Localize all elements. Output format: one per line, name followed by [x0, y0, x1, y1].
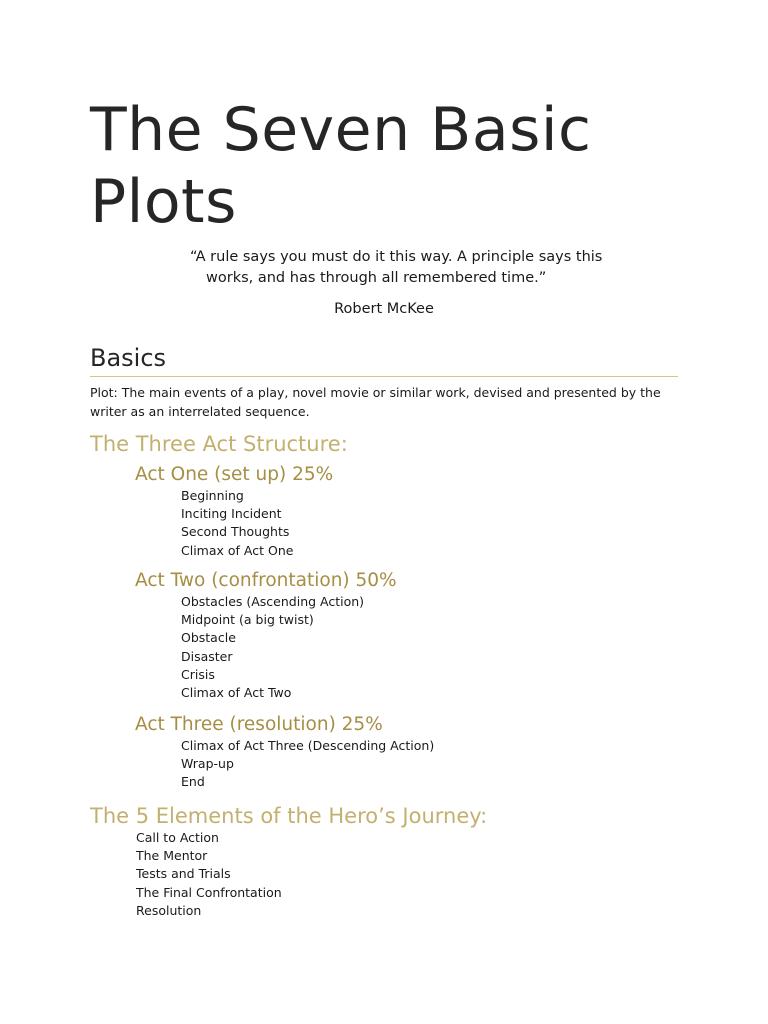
- act-three-list: [181, 737, 434, 792]
- list-item: Climax of Act Two: [181, 685, 292, 701]
- act-three-heading: Act Three (resolution) 25%: [135, 714, 383, 735]
- act-two-list: [181, 593, 364, 702]
- heading-divider: [90, 376, 678, 377]
- document-title: [90, 94, 678, 238]
- list-item: Call to Action: [136, 830, 219, 845]
- list-item: The Final Confrontation: [136, 884, 282, 900]
- basics-heading: Basics: [90, 344, 167, 372]
- list-item: Beginning: [181, 488, 244, 503]
- list-item: Resolution: [136, 902, 202, 918]
- epigraph-quote: [190, 247, 630, 289]
- list-item: Wrap-up: [181, 756, 234, 772]
- title-line-1: The Seven Basic: [90, 95, 592, 165]
- three-act-heading: The Three Act Structure:: [90, 432, 348, 456]
- list-item: End: [181, 774, 205, 790]
- title-line-2: Plots: [90, 167, 237, 237]
- quote-line-1: “A rule says you must do it this way. A principle says this: [190, 249, 603, 265]
- list-item: Inciting Incident: [181, 506, 282, 522]
- act-one-list: [181, 487, 293, 560]
- plot-definition: Plot: The main events of a play, novel movie or similar work, devised and presented by the writer as an interrelated sequence.: [90, 385, 661, 419]
- list-item: Tests and Trials: [136, 866, 231, 882]
- list-item: Crisis: [181, 666, 215, 682]
- heros-journey-heading: The 5 Elements of the Hero’s Journey:: [90, 804, 488, 828]
- list-item: The Mentor: [136, 848, 208, 864]
- list-item: Obstacle: [181, 630, 236, 646]
- act-two-heading: Act Two (confrontation) 50%: [135, 570, 397, 591]
- list-item: Climax of Act One: [181, 542, 294, 558]
- list-item: Second Thoughts: [181, 524, 290, 540]
- quote-author: Robert McKee: [334, 301, 434, 317]
- list-item: Obstacles (Ascending Action): [181, 594, 365, 609]
- list-item: Midpoint (a big twist): [181, 612, 314, 628]
- list-item: Climax of Act Three (Descending Action): [181, 738, 435, 753]
- list-item: Disaster: [181, 648, 233, 664]
- quote-line-2: works, and has through all remembered time.”: [206, 270, 547, 286]
- act-one-heading: Act One (set up) 25%: [135, 464, 334, 485]
- heros-journey-list: [136, 829, 282, 920]
